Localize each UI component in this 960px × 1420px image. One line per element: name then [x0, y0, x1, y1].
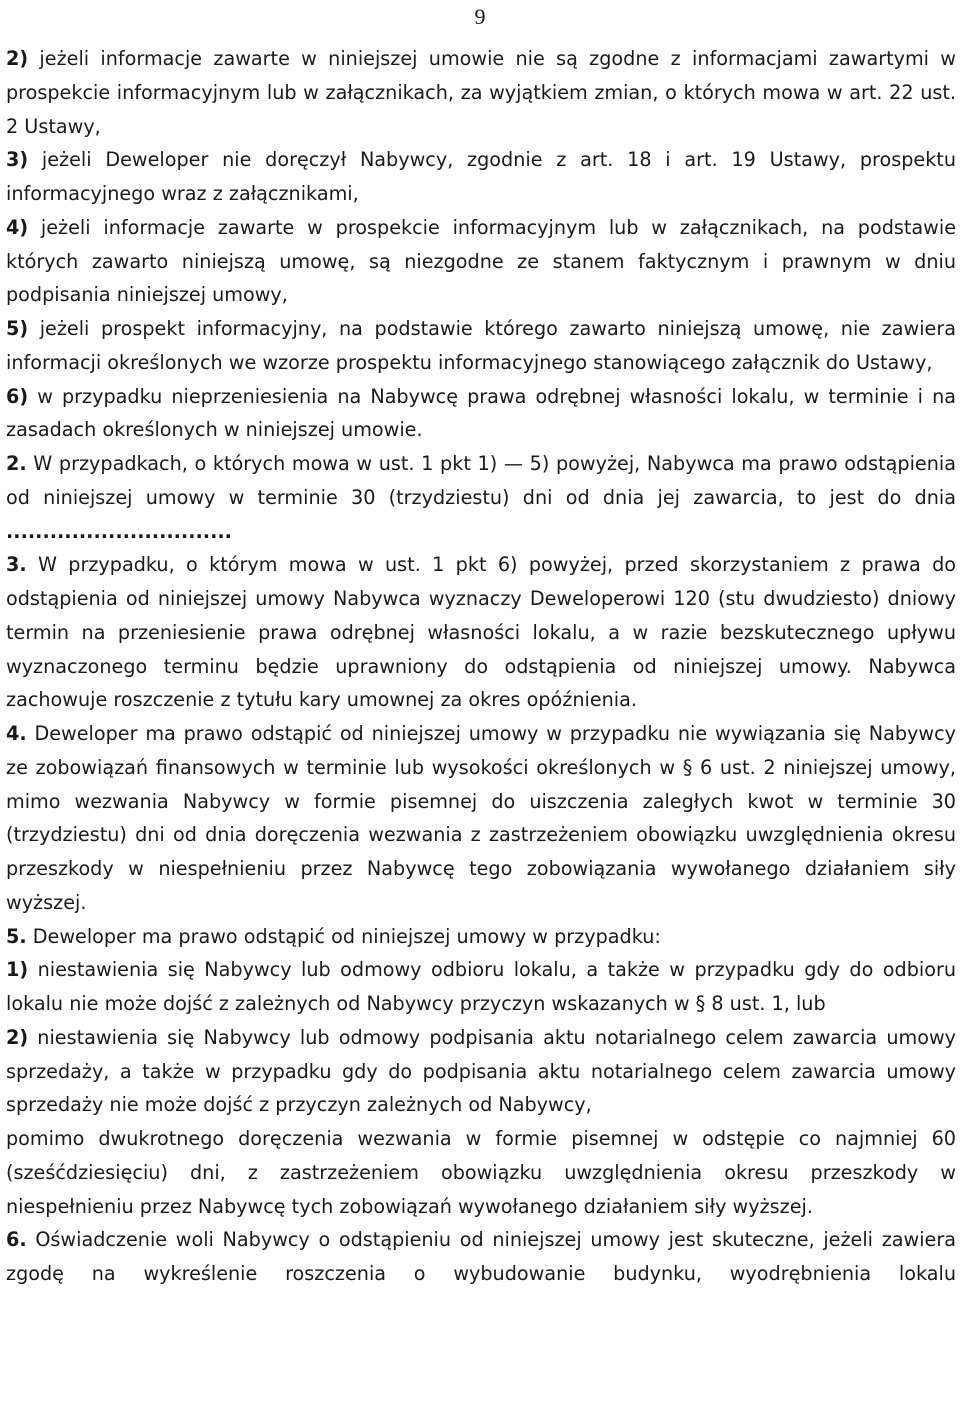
item-number: 2) — [6, 47, 29, 70]
section-3 — [6, 548, 956, 717]
item-number: 1) — [6, 958, 29, 982]
paragraph-5-item — [6, 312, 956, 380]
paragraph-text: jeżeli informacje zawarte w niniejszej umowie nie są zgodne z informacjami zawartymi w prospekcie informacyjnym lub w załącznikach, za wyjątkiem zmian, o których mowa w art. 22 ust. 2 Ustawy, — [6, 47, 956, 138]
section-4 — [6, 717, 956, 920]
paragraph-text: niestawienia się Nabywcy lub odmowy odbioru lokalu, a także w przypadku gdy do odbioru lokalu nie może dojść z zależnych od Nabywcy przyczyn wskazanych w § 8 ust. 1, lub — [6, 958, 956, 1015]
section-5-continuation — [6, 1122, 956, 1223]
paragraph-text: jeżeli prospekt informacyjny, na podstawie którego zawarto niniejszą umowę, nie zawiera informacji określonych we wzorze prospektu informacyjnego stanowiącego załącznik do Ustawy, — [6, 317, 956, 374]
section-number: 4. — [6, 722, 27, 745]
date-blank: ............................... — [6, 519, 232, 543]
section-5 — [6, 920, 956, 954]
paragraph-text: w przypadku nieprzeniesienia na Nabywcę prawa odrębnej własności lokalu, w terminie i na zasadach określonych w niniejszej umowie. — [6, 384, 956, 442]
item-number: 3) — [6, 148, 29, 172]
item-number: 4) — [6, 215, 29, 239]
section-5-item-1 — [6, 953, 956, 1021]
item-number: 6) — [6, 384, 29, 408]
page-number: 9 — [474, 4, 486, 29]
section-6 — [6, 1223, 956, 1291]
paragraph-text: pomimo dwukrotnego doręczenia wezwania w formie pisemnej w odstępie co najmniej 60 (sześćdziesięciu) dni, z zastrzeżeniem obowiązku uwzględnienia okresu przeszkody w niespełnieniu przez Nabywcę tych zobowiązań wywołanego działaniem siły wyższej. — [6, 1127, 956, 1218]
paragraph-text: W przypadku, o którym mowa w ust. 1 pkt 6) powyżej, przed skorzystaniem z prawa do odstąpienia od niniejszej umowy Nabywca wyznaczy Deweloperowi 120 (stu dwudziesto) dniowy termin na przeniesienie prawa odrębnej własności lokalu, a w razie bezskutecznego upływu wyznaczonego terminu będzie uprawniony do odstąpienia od niniejszej umowy. Nabywca zachowuje roszczenie z tytułu kary umownej za okres opóźnienia. — [6, 553, 956, 712]
paragraph-text: jeżeli informacje zawarte w prospekcie informacyjnym lub w załącznikach, na podstawie których zawarto niniejszą umowę, są niezgodne ze stanem faktycznym i prawnym w dniu podpisania niniejszej umowy, — [6, 215, 956, 307]
paragraph-text: niestawienia się Nabywcy lub odmowy podpisania aktu notarialnego celem zawarcia umowy sprzedaży, a także w przypadku gdy do podpisania aktu notarialnego celem zawarcia umowy sprzedaży nie może dojść z przyczyn zależnych od Nabywcy, — [6, 1025, 956, 1117]
paragraph-6-item — [6, 380, 956, 448]
section-5-item-2 — [6, 1021, 956, 1122]
paragraph-2-item — [6, 42, 956, 143]
paragraph-3-item — [6, 143, 956, 211]
paragraph-text: Deweloper ma prawo odstąpić od niniejszej umowy w przypadku nie wywiązania się Nabywcy ze zobowiązań finansowych w terminie lub wysokości określonych w § 6 ust. 2 niniejszej umowy, mimo wezwania Nabywcy w formie pisemnej do uiszczenia zaległych kwot w terminie 30 (trzydziestu) dni od dnia doręczenia wezwania z zastrzeżeniem obowiązku uwzględnienia okresu przeszkody w niespełnieniu przez Nabywcę tego zobowiązania wywołanego działaniem siły wyższej. — [6, 722, 956, 914]
section-number: 6. — [6, 1228, 27, 1252]
section-2 — [6, 447, 956, 548]
section-number: 3. — [6, 553, 27, 577]
paragraph-text: Deweloper ma prawo odstąpić od niniejszej umowy w przypadku: — [26, 924, 661, 948]
document-body — [6, 42, 956, 1291]
item-number: 2) — [6, 1025, 29, 1049]
section-number: 5. — [6, 924, 27, 948]
paragraph-text: W przypadkach, o których mowa w ust. 1 pkt 1) — 5) powyżej, Nabywca ma prawo odstąpienia od niniejszej umowy w terminie 30 (trzydziestu) dni od dnia jej zawarcia, to jest do dnia — [6, 452, 956, 509]
paragraph-text: jeżeli Deweloper nie doręczył Nabywcy, zgodnie z art. 18 i art. 19 Ustawy, prospektu informacyjnego wraz z załącznikami, — [6, 148, 956, 205]
section-number: 2. — [6, 452, 27, 475]
item-number: 5) — [6, 317, 29, 340]
paragraph-text: Oświadczenie woli Nabywcy o odstąpieniu od niniejszej umowy jest skuteczne, jeżeli zawiera zgodę na wykreślenie roszczenia o wybudowanie budynku, wyodrębnienia lokalu — [6, 1228, 956, 1285]
paragraph-4-item — [6, 211, 956, 312]
